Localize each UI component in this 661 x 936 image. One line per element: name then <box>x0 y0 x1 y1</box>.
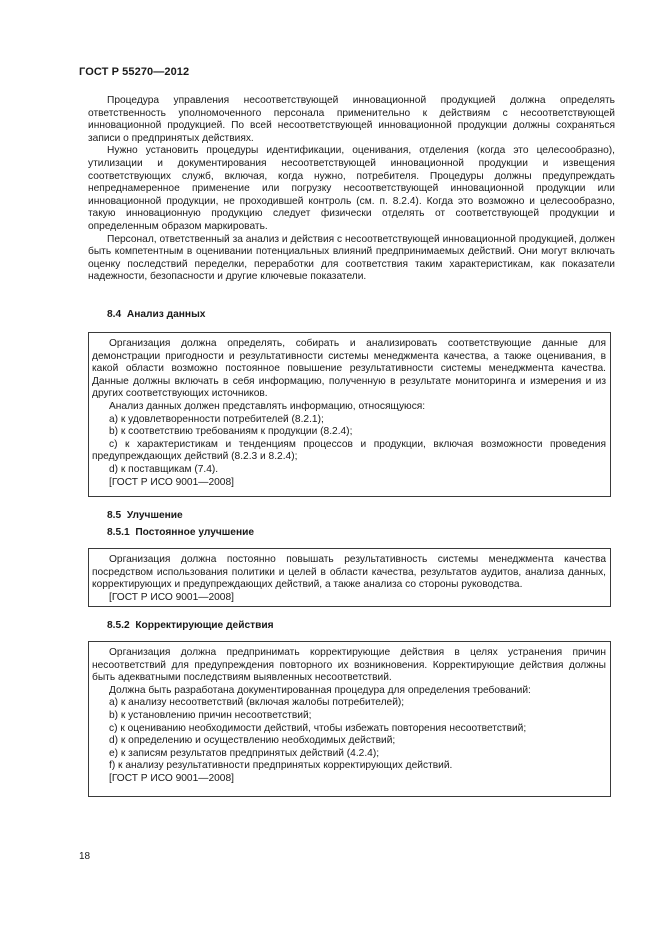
list-item: b) к установлению причин несоответствий; <box>109 709 312 721</box>
section-title: Постоянное улучшение <box>135 527 255 538</box>
section-8-4-heading <box>107 309 205 322</box>
section-title: Анализ данных <box>126 309 206 320</box>
section-number: 8.5.1 <box>107 527 130 538</box>
intro-paragraph: Нужно установить процедуры идентификации, оценивания, отделения (когда это целесообразно), утилизации и документирования несоответствующей инновационной продукции и извещения соответствующих служб, включая, когда нужно, потребителя. Процедуры должны предупреждать непреднамеренное применение или погрузку несоответствующей инновационной продукции или инновационной продукции, не проходившей контроль (см. п. 8.2.4). Когда это возможно и целесообразно, такую инновационную продукцию следует физически отделять от соответствующей продукции и определенным образом маркировать. <box>88 145 615 232</box>
list-item: c) к оцениванию необходимости действий, чтобы избежать повторения несоответствий; <box>109 722 527 734</box>
document-header: ГОСТ Р 55270—2012 <box>79 66 190 78</box>
section-title: Улучшение <box>126 510 183 521</box>
section-8-5-2-heading <box>107 620 274 633</box>
box-paragraph: Организация должна предпринимать корректирующие действия в целях устранения причин несоответствий для предупреждения повторного их возникновения. Корректирующие действия должны быть адекватными последствиям выявленных несоответствий. <box>92 647 606 684</box>
list-item: e) к записям результатов предпринятых действий (4.2.4); <box>109 747 380 759</box>
box-paragraph: Должна быть разработана документированная процедура для определения требований: <box>109 684 531 696</box>
list-item: d) к определению и осуществлению необходимых действий; <box>109 735 396 747</box>
intro-paragraph: Персонал, ответственный за анализ и действия с несоответствующей инновационной продукцией, должен быть компетентным в оценивании потенциальных влияний предпринимаемых действий. Они могут включать оценку последствий переделки, переработки для соответствия таким характеристикам, как показатели надежности, безопасности и другие ключевые показатели. <box>88 233 615 283</box>
section-title: Корректирующие действия <box>135 620 274 631</box>
quote-box-8-5-2 <box>88 641 611 797</box>
section-8-5-1-heading <box>107 527 254 540</box>
box-paragraph: Организация должна определять, собирать и анализировать соответствующие данные для демонстрации пригодности и результативности системы менеджмента качества, а также оценивания, в какой области возможно постоянное повышение результативности системы менеджмента качества. Данные должны включать в себя информацию, полученную в результате мониторинга и измерения и из других соответствующих источников. <box>92 338 606 400</box>
intro-paragraph: Процедура управления несоответствующей инновационной продукцией должна определять ответственность уполномоченного персонала применительно к действиям с несоответствующей инновационной продукцией. По всей несоответствующей инновационной продукции должны сохраняться записи о предпринятых действиях. <box>88 95 615 144</box>
list-item: b) к соответствию требованиям к продукции (8.2.4); <box>109 426 353 438</box>
reference: [ГОСТ Р ИСО 9001—2008] <box>109 772 234 784</box>
reference: [ГОСТ Р ИСО 9001—2008] <box>109 476 234 488</box>
section-number: 8.5.2 <box>107 620 130 631</box>
list-item: c) к характеристикам и тенденциям процессов и продукции, включая возможности проведения предупреждающих действий (8.2.3 и 8.2.4); <box>92 438 606 463</box>
page-number: 18 <box>79 851 91 862</box>
quote-box-8-4 <box>88 332 611 497</box>
box-paragraph: Анализ данных должен представлять информацию, относящуюся: <box>109 400 426 412</box>
reference: [ГОСТ Р ИСО 9001—2008] <box>109 591 234 603</box>
section-number: 8.4 <box>107 309 122 320</box>
section-8-5-heading <box>107 510 183 523</box>
section-number: 8.5 <box>107 510 122 521</box>
list-item: f) к анализу результативности предпринятых корректирующих действий. <box>109 760 453 772</box>
intro-text <box>88 95 615 284</box>
list-item: a) к анализу несоответствий (включая жалобы потребителей); <box>109 697 405 709</box>
quote-box-8-5-1 <box>88 548 611 607</box>
box-paragraph: Организация должна постоянно повышать результативность системы менеджмента качества посредством использования политики и целей в области качества, результатов аудитов, анализа данных, корректирующих и предупреждающих действий, а также анализа со стороны руководства. <box>92 554 606 591</box>
list-item: a) к удовлетворенности потребителей (8.2.1); <box>109 413 324 425</box>
list-item: d) к поставщикам (7.4). <box>109 463 219 475</box>
